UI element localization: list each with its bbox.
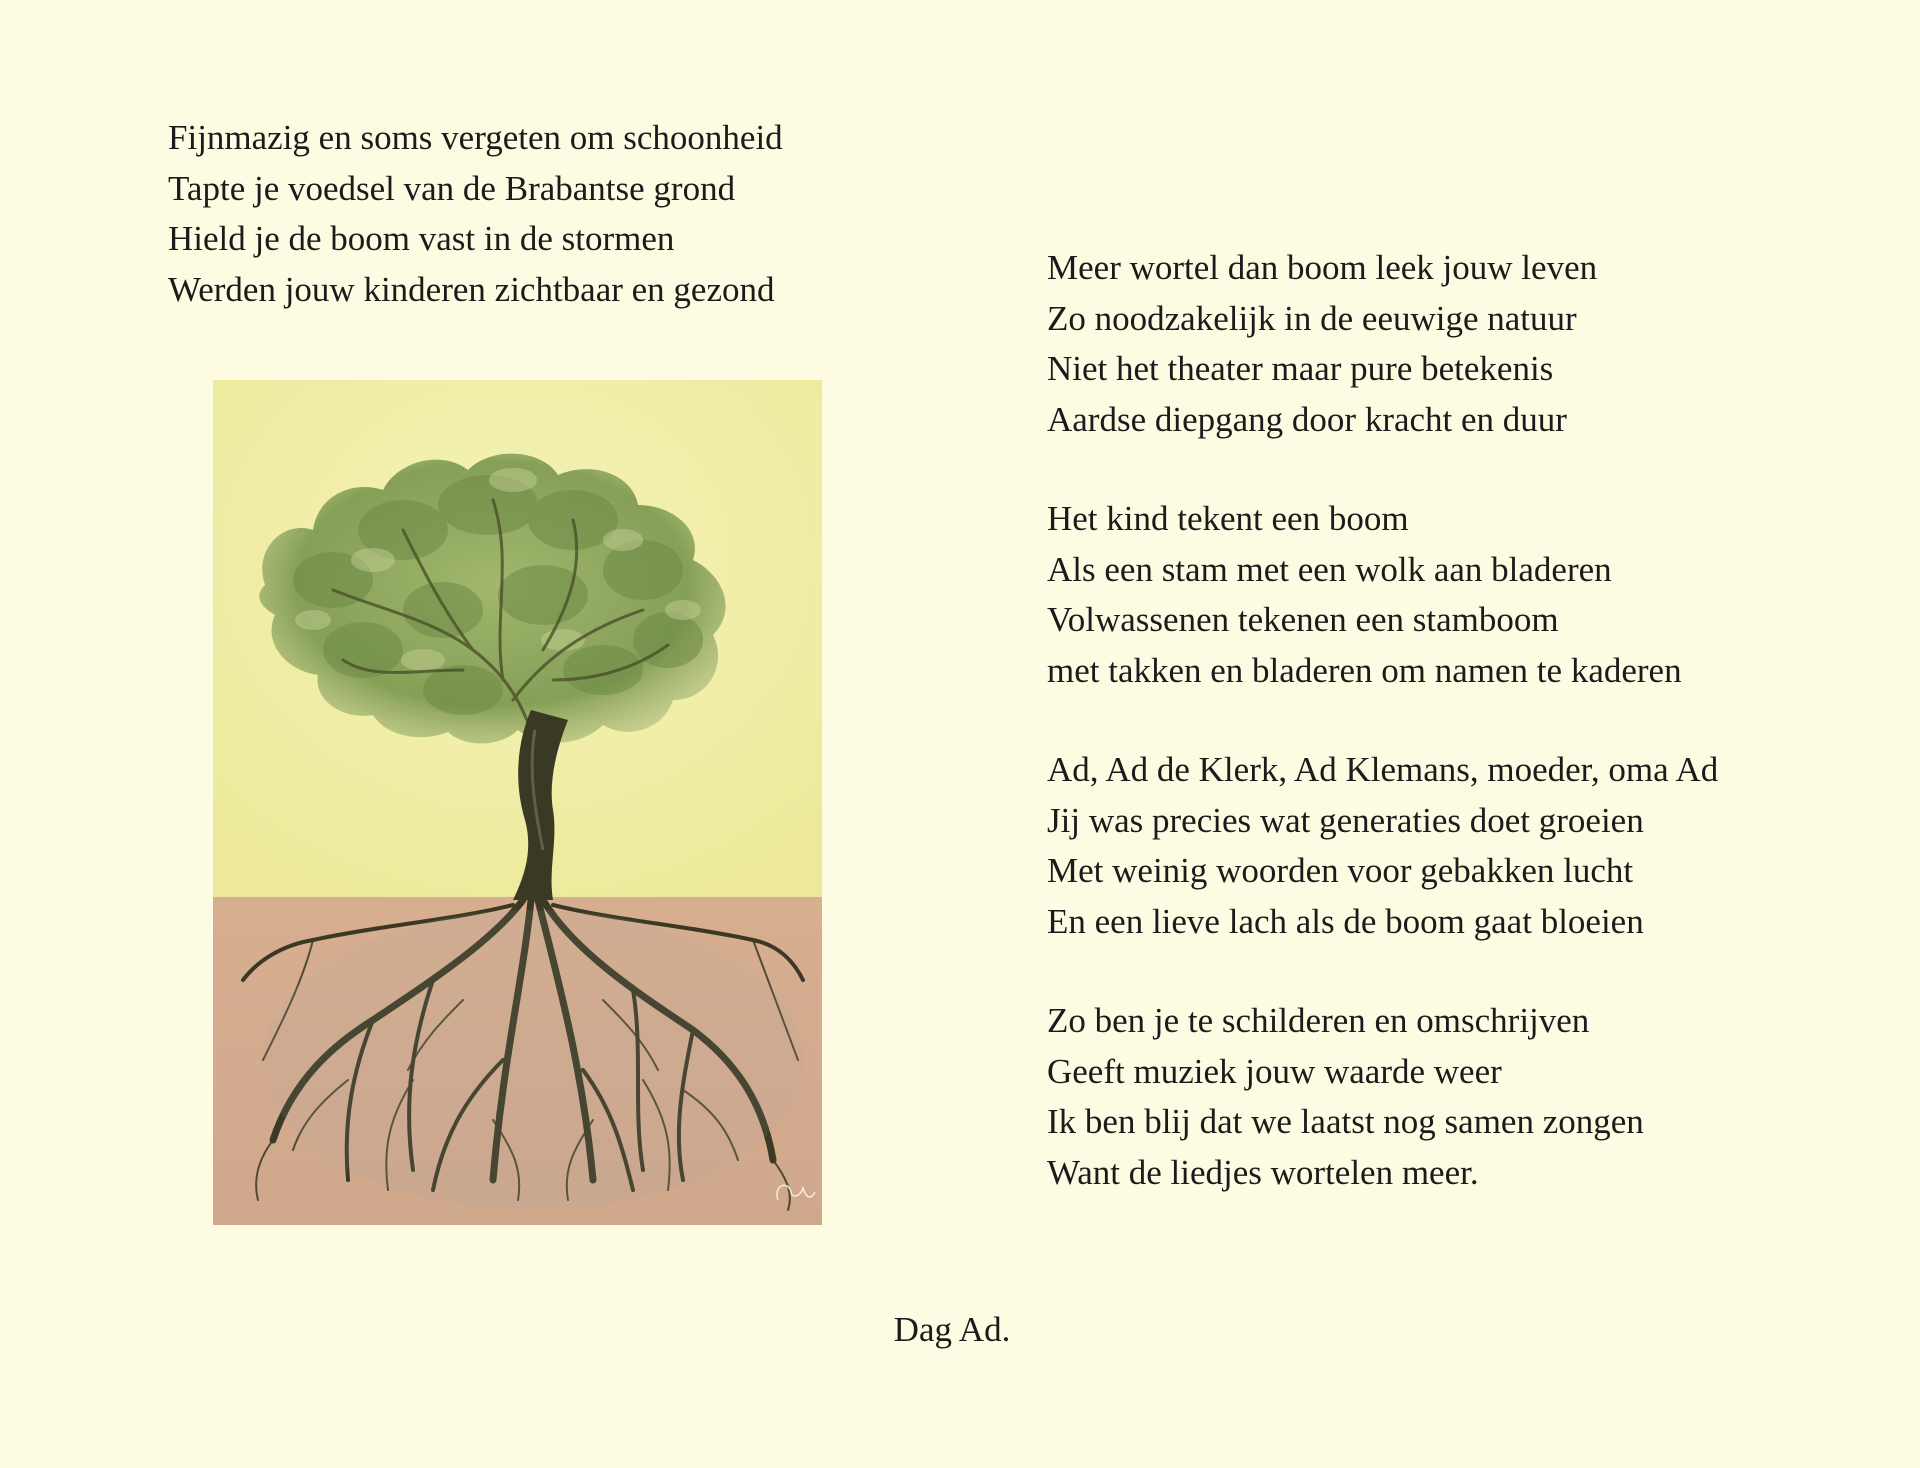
poem-line: Het kind tekent een boom (1047, 499, 1409, 538)
poem-line: Niet het theater maar pure betekenis (1047, 349, 1554, 388)
stanza-5 (1047, 996, 1644, 1198)
poem-line: Als een stam met een wolk aan bladeren (1047, 549, 1612, 589)
poem-line: Werden jouw kinderen zichtbaar en gezond (168, 269, 775, 309)
closing-line: Dag Ad. (893, 1310, 1011, 1349)
stanza-1 (168, 113, 783, 315)
poem-line: Tapte je voedsel van de Brabantse grond (168, 168, 736, 208)
poem-line: En een lieve lach als de boom gaat bloeien (1047, 901, 1644, 941)
poem-line: Ad, Ad de Klerk, Ad Klemans, moeder, oma Ad (1047, 750, 1719, 789)
poem-line: Want de liedjes wortelen meer. (1047, 1152, 1479, 1192)
stanza-3 (1047, 494, 1682, 696)
poem-line: Jij was precies wat generaties doet groeien (1047, 800, 1644, 840)
poem-line: Volwassenen tekenen een stamboom (1047, 600, 1559, 639)
poem-line: Zo noodzakelijk in de eeuwige natuur (1047, 298, 1577, 338)
poem-line: Zo ben je te schilderen en omschrijven (1047, 1001, 1590, 1040)
poem-line: Geeft muziek jouw waarde weer (1047, 1051, 1502, 1091)
poem-line: met takken en bladeren om namen te kaderen (1047, 650, 1682, 690)
stanza-2 (1047, 243, 1597, 445)
poem-line: Hield je de boom vast in de stormen (168, 219, 675, 258)
stanza-4 (1047, 745, 1718, 947)
poem-line: Meer wortel dan boom leek jouw leven (1047, 248, 1598, 287)
poem-line: Aardse diepgang door kracht en duur (1047, 399, 1567, 439)
tree-with-roots-painting (213, 380, 822, 1225)
poem-line: Met weinig woorden voor gebakken lucht (1047, 851, 1634, 890)
tree-painting-svg (213, 380, 822, 1225)
poem-line: Ik ben blij dat we laatst nog samen zongen (1047, 1102, 1644, 1141)
poem-line: Fijnmazig en soms vergeten om schoonheid (168, 118, 783, 157)
